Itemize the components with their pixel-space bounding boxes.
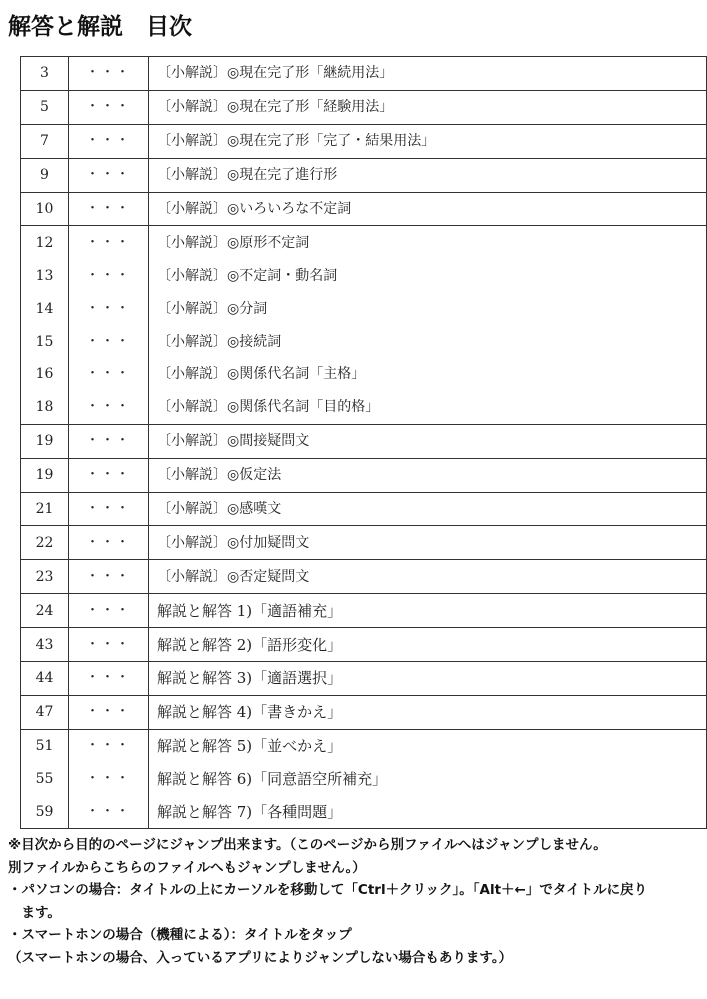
toc-page-number: 12: [21, 226, 69, 259]
toc-entry-cell: [149, 729, 707, 762]
toc-row[interactable]: [21, 226, 707, 259]
toc-leader-dots: ・・・: [69, 424, 149, 458]
toc-leader-dots: ・・・: [69, 391, 149, 424]
toc-entry-link[interactable]: 〔小解説〕◎仮定法: [157, 467, 282, 484]
note-line: ・パソコンの場合：タイトルの上にカーソルを移動して「Ctrl＋クリック」。「Alt＋←」でタイトルに戻り: [8, 882, 648, 898]
toc-entry-cell: [149, 226, 707, 259]
toc-row[interactable]: [21, 358, 707, 391]
toc-leader-dots: ・・・: [69, 695, 149, 729]
toc-entry-cell: [149, 325, 707, 358]
note-line: ※目次から目的のページにジャンプ出来ます。（このページから別ファイルへはジャンプしません。: [8, 837, 607, 853]
toc-entry-cell: [149, 90, 707, 124]
toc-entry-cell: [149, 695, 707, 729]
note-line: 別ファイルからこちらのファイルへもジャンプしません。）: [8, 859, 366, 876]
toc-page-number: 21: [21, 492, 69, 526]
toc-row[interactable]: [21, 325, 707, 358]
toc-row[interactable]: [21, 292, 707, 325]
toc-row[interactable]: [21, 458, 707, 492]
toc-entry-link[interactable]: 解説と解答 1)「適語補充」: [157, 601, 343, 620]
toc-entry-link[interactable]: 解説と解答 2)「語形変化」: [157, 635, 343, 654]
toc-entry-link[interactable]: 〔小解説〕◎現在完了形「経験用法」: [157, 99, 394, 116]
toc-page-number: 22: [21, 526, 69, 560]
toc-entry-link[interactable]: 〔小解説〕◎現在完了進行形: [157, 167, 338, 184]
toc-entry-link[interactable]: 〔小解説〕◎関係代名詞「目的格」: [157, 399, 380, 416]
toc-row[interactable]: [21, 560, 707, 594]
toc-row[interactable]: [21, 90, 707, 124]
toc-page-number: 24: [21, 594, 69, 628]
toc-page-number: 7: [21, 124, 69, 158]
toc-leader-dots: ・・・: [69, 594, 149, 628]
toc-leader-dots: ・・・: [69, 124, 149, 158]
toc-leader-dots: ・・・: [69, 158, 149, 192]
toc-leader-dots: ・・・: [69, 259, 149, 292]
toc-entry-cell: [149, 391, 707, 424]
toc-entry-cell: [149, 259, 707, 292]
toc-page-number: 44: [21, 662, 69, 696]
toc-entry-cell: [149, 158, 707, 192]
toc-entry-cell: [149, 628, 707, 662]
toc-page-number: 19: [21, 458, 69, 492]
toc-entry-cell: [149, 458, 707, 492]
toc-page-number: 47: [21, 695, 69, 729]
toc-row[interactable]: [21, 391, 707, 424]
toc-row[interactable]: [21, 158, 707, 192]
toc-page-number: 5: [21, 90, 69, 124]
toc-entry-link[interactable]: 〔小解説〕◎付加疑問文: [157, 534, 310, 551]
toc-entry-cell: [149, 492, 707, 526]
toc-page-number: 16: [21, 358, 69, 391]
toc-entry-cell: [149, 662, 707, 696]
toc-row[interactable]: [21, 796, 707, 829]
toc-row[interactable]: [21, 763, 707, 796]
toc-entry-link[interactable]: 〔小解説〕◎現在完了形「継続用法」: [157, 65, 394, 82]
toc-row[interactable]: [21, 192, 707, 226]
toc-leader-dots: ・・・: [69, 325, 149, 358]
toc-page-number: 15: [21, 325, 69, 358]
toc-leader-dots: ・・・: [69, 729, 149, 762]
toc-entry-link[interactable]: 解説と解答 3)「適語選択」: [157, 669, 343, 688]
toc-entry-link[interactable]: 〔小解説〕◎感嘆文: [157, 501, 282, 518]
toc-entry-cell: [149, 796, 707, 829]
note-line: （スマートホンの場合、入っているアプリによりジャンプしない場合もあります。）: [8, 949, 513, 966]
toc-entry-cell: [149, 358, 707, 391]
toc-entry-link[interactable]: 解説と解答 7)「各種問題」: [157, 803, 343, 822]
toc-entry-link[interactable]: 〔小解説〕◎否定疑問文: [157, 568, 310, 585]
toc-entry-link[interactable]: 解説と解答 4)「書きかえ」: [157, 703, 343, 722]
toc-entry-link[interactable]: 〔小解説〕◎関係代名詞「主格」: [157, 366, 366, 383]
toc-entry-link[interactable]: 〔小解説〕◎原形不定詞: [157, 234, 310, 251]
toc-row[interactable]: [21, 628, 707, 662]
toc-entry-link[interactable]: 〔小解説〕◎現在完了形「完了・結果用法」: [157, 133, 436, 150]
toc-page-number: 19: [21, 424, 69, 458]
toc-row[interactable]: [21, 124, 707, 158]
toc-page-number: 3: [21, 57, 69, 91]
toc-entry-cell: [149, 124, 707, 158]
toc-entry-cell: [149, 192, 707, 226]
toc-entry-cell: [149, 57, 707, 91]
toc-entry-link[interactable]: 〔小解説〕◎接続詞: [157, 333, 282, 350]
toc-page-number: 10: [21, 192, 69, 226]
toc-body: [21, 57, 707, 829]
toc-row[interactable]: [21, 729, 707, 762]
toc-page-number: 23: [21, 560, 69, 594]
toc-row[interactable]: [21, 662, 707, 696]
toc-row[interactable]: [21, 594, 707, 628]
toc-entry-link[interactable]: 解説と解答 5)「並べかえ」: [157, 737, 343, 756]
toc-entry-link[interactable]: 解説と解答 6)「同意語空所補充」: [157, 770, 388, 789]
toc-page-number: 14: [21, 292, 69, 325]
toc-leader-dots: ・・・: [69, 358, 149, 391]
toc-leader-dots: ・・・: [69, 292, 149, 325]
toc-entry-cell: [149, 292, 707, 325]
toc-page-number: 55: [21, 763, 69, 796]
toc-leader-dots: ・・・: [69, 57, 149, 91]
toc-entry-link[interactable]: 〔小解説〕◎分詞: [157, 300, 268, 317]
toc-page-number: 18: [21, 391, 69, 424]
toc-entry-link[interactable]: 〔小解説〕◎不定詞・動名詞: [157, 267, 338, 284]
toc-entry-link[interactable]: 〔小解説〕◎いろいろな不定詞: [157, 201, 352, 217]
toc-page-number: 43: [21, 628, 69, 662]
toc-row[interactable]: [21, 695, 707, 729]
toc-row[interactable]: [21, 526, 707, 560]
toc-leader-dots: ・・・: [69, 662, 149, 696]
toc-leader-dots: ・・・: [69, 763, 149, 796]
note-line: ます。: [8, 904, 61, 921]
toc-leader-dots: ・・・: [69, 458, 149, 492]
toc-entry-cell: [149, 424, 707, 458]
toc-row[interactable]: [21, 259, 707, 292]
toc-row[interactable]: [21, 492, 707, 526]
toc-row[interactable]: [21, 57, 707, 91]
note-line: ・スマートホンの場合（機種による）：タイトルをタップ: [8, 927, 352, 943]
toc-leader-dots: ・・・: [69, 492, 149, 526]
toc-leader-dots: ・・・: [69, 560, 149, 594]
table-of-contents: [20, 56, 707, 829]
toc-leader-dots: ・・・: [69, 526, 149, 560]
usage-notes: [8, 834, 703, 969]
toc-entry-cell: [149, 594, 707, 628]
toc-leader-dots: ・・・: [69, 796, 149, 829]
toc-leader-dots: ・・・: [69, 226, 149, 259]
toc-page-number: 51: [21, 729, 69, 762]
toc-page-number: 9: [21, 158, 69, 192]
toc-entry-cell: [149, 560, 707, 594]
toc-entry-cell: [149, 526, 707, 560]
page-title: 解答と解説 目次: [8, 14, 192, 40]
toc-entry-link[interactable]: 〔小解説〕◎間接疑問文: [157, 433, 310, 450]
toc-leader-dots: ・・・: [69, 90, 149, 124]
toc-leader-dots: ・・・: [69, 192, 149, 226]
toc-leader-dots: ・・・: [69, 628, 149, 662]
toc-page-number: 13: [21, 259, 69, 292]
toc-page-number: 59: [21, 796, 69, 829]
toc-entry-cell: [149, 763, 707, 796]
toc-row[interactable]: [21, 424, 707, 458]
